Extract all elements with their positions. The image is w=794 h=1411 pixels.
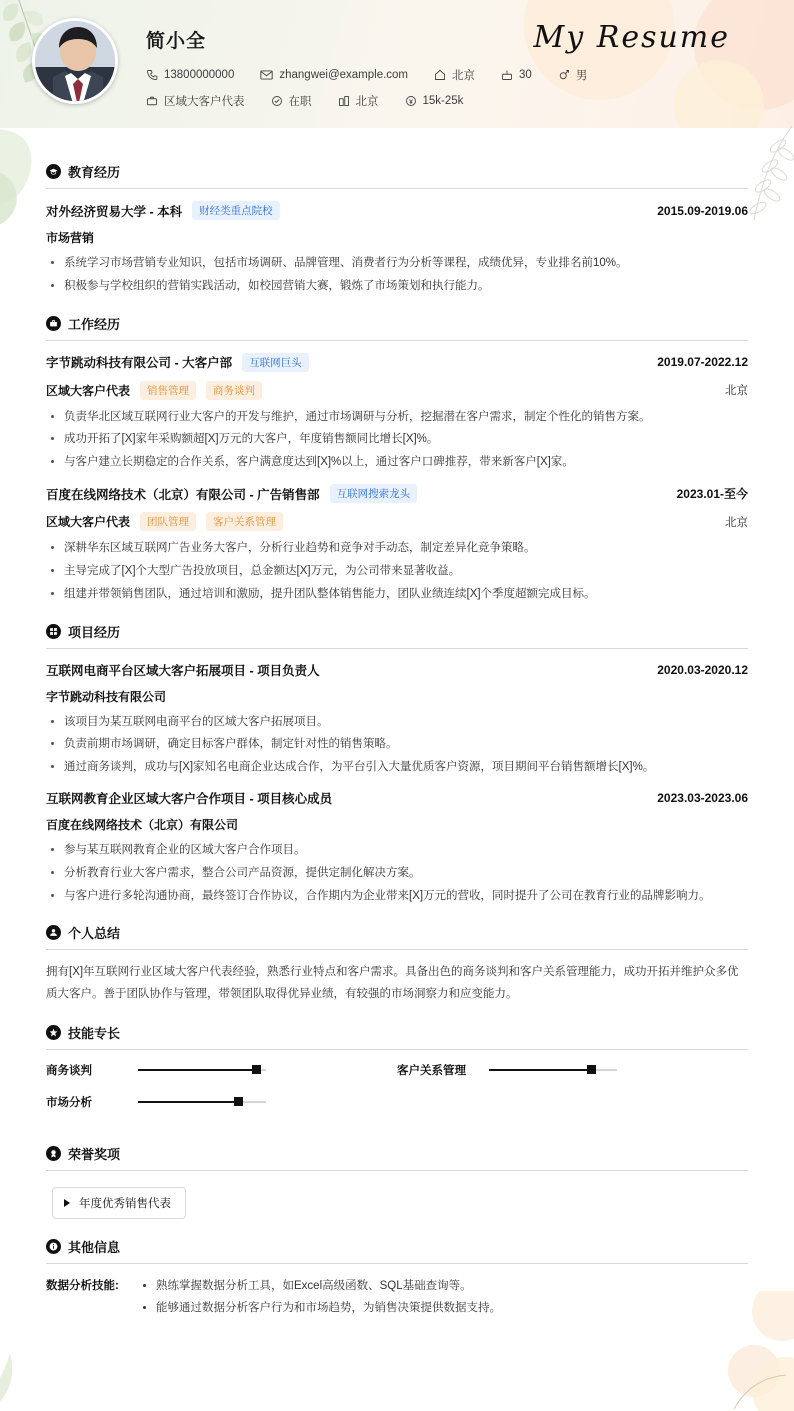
summary-text: 拥有[X]年互联网行业区域大客户代表经验，熟悉行业特点和客户需求。具备出色的商务谈判和客户关系管理能力，成功开拓并维护众多优质大客户。善于团队协作与管理，带领团队取得优异业绩，有较强的市场洞察力和应变能力。 — [46, 966, 739, 1000]
other-bullets — [138, 1276, 501, 1320]
leaf-decoration-bottom-icon — [0, 1331, 70, 1411]
list-item: • 与客户建立长期稳定的合作关系，客户满意度达到[X]%以上，通过客户口碑推荐，带来新客户[X]家。 — [64, 454, 748, 472]
project-date: 2023.03-2023.06 — [657, 790, 748, 805]
work-date: 2023.01-至今 — [676, 487, 748, 502]
avatar — [32, 18, 118, 104]
list-item: • 通过商务谈判，成功与[X]家知名电商企业达成合作，为平台引入大量优质客户资源，项目期间平台销售额增长[X]%。 — [64, 759, 748, 777]
cake-icon — [501, 69, 513, 81]
project-company: 百度在线网络技术（北京）有限公司 — [46, 817, 239, 832]
work-tag: 互联网搜索龙头 — [330, 484, 418, 503]
resume-body — [0, 128, 794, 1320]
slider-fill — [138, 1069, 256, 1071]
work-role-tag: 商务谈判 — [206, 381, 262, 400]
meta-email — [260, 69, 408, 81]
slider-knob[interactable] — [587, 1065, 596, 1074]
section-header-awards — [46, 1144, 748, 1171]
section-other — [46, 1237, 748, 1320]
work-role-tag: 客户关系管理 — [206, 512, 283, 531]
list-item: • 积极参与学校组织的营销实践活动，如校园营销大赛，锻炼了市场策划和执行能力。 — [64, 278, 748, 296]
work-entry — [46, 353, 748, 472]
section-header-summary — [46, 923, 748, 950]
list-item: • 分析教育行业大客户需求，整合公司产品资源，提供定制化解决方案。 — [64, 865, 748, 883]
slider-fill — [489, 1069, 591, 1071]
meta-age-text: 30 — [519, 69, 532, 81]
list-item: • 与客户进行多轮沟通协商，最终签订合作协议，合作期内为企业带来[X]万元的营收，同时提升了公司在教育行业的品牌影响力。 — [64, 888, 748, 906]
meta-status-text: 在职 — [288, 96, 312, 108]
section-projects — [46, 622, 748, 906]
project-title: 互联网教育企业区域大客户合作项目 - 项目核心成员 — [46, 791, 333, 806]
play-triangle-icon — [64, 1199, 70, 1207]
meta-hometown — [434, 67, 475, 83]
phone-icon — [146, 69, 158, 81]
project-icon — [46, 624, 61, 639]
education-date: 2015.09-2019.06 — [657, 203, 748, 218]
slider-knob[interactable] — [252, 1065, 261, 1074]
meta-gender-text: 男 — [575, 70, 588, 82]
award-label: 年度优秀销售代表 — [79, 1197, 171, 1210]
section-title-projects: 项目经历 — [68, 624, 121, 640]
list-item: • 熟练掌握数据分析工具，如Excel高级函数、SQL基础查询等。 — [156, 1276, 501, 1298]
meta-phone — [146, 69, 234, 81]
resume-header — [0, 0, 794, 128]
project-bullets — [46, 714, 748, 777]
education-major: 市场营销 — [46, 231, 95, 245]
meta-email-text: zhangwei@example.com — [279, 69, 409, 81]
list-item: • 参与某互联网教育企业的区域大客户合作项目。 — [64, 842, 748, 860]
award-item[interactable] — [52, 1187, 186, 1219]
work-bullets — [46, 540, 748, 603]
meta-status — [271, 93, 312, 109]
info-icon — [46, 1239, 61, 1254]
section-work — [46, 314, 748, 604]
skill-slider[interactable] — [489, 1063, 617, 1077]
work-company: 百度在线网络技术（北京）有限公司 - 广告销售部 — [46, 487, 320, 502]
education-tag: 财经类重点院校 — [192, 201, 280, 220]
education-school: 对外经济贸易大学 - 本科 — [46, 204, 183, 219]
meta-city — [338, 93, 379, 109]
section-summary — [46, 923, 748, 1005]
list-item: • 深耕华东区域互联网广告业务大客户，分析行业趋势和竞争对手动态，制定差异化竞争策略。 — [64, 540, 748, 558]
work-icon — [46, 316, 61, 331]
meta-position — [146, 93, 245, 109]
list-item: • 主导完成了[X]个大型广告投放项目，总金额达[X]万元，为公司带来显著收益。 — [64, 563, 748, 581]
work-entry — [46, 484, 748, 603]
work-company: 字节跳动科技有限公司 - 大客户部 — [46, 356, 233, 371]
briefcase-icon — [146, 95, 158, 107]
meta-gender — [558, 67, 588, 83]
project-entry — [46, 661, 748, 777]
skill-icon — [46, 1025, 61, 1040]
person-icon — [46, 925, 61, 940]
work-role-tag: 团队管理 — [140, 512, 196, 531]
work-location: 北京 — [725, 385, 748, 398]
skill-slider[interactable] — [138, 1095, 266, 1109]
graduation-icon — [46, 164, 61, 179]
section-header-skills — [46, 1023, 748, 1050]
page-title: 简小全 — [146, 31, 207, 52]
section-title-awards: 荣誉奖项 — [68, 1146, 121, 1162]
project-company: 字节跳动科技有限公司 — [46, 689, 167, 704]
education-bullets — [46, 255, 748, 296]
list-item: • 负责华北区域互联网行业大客户的开发与维护，通过市场调研与分析，挖掘潜在客户需求，制定个性化的销售方案。 — [64, 409, 748, 427]
work-location: 北京 — [725, 516, 748, 529]
skill-item — [397, 1062, 748, 1078]
other-group — [46, 1276, 748, 1320]
meta-age — [501, 69, 532, 81]
section-title-summary: 个人总结 — [68, 926, 121, 942]
section-header-projects — [46, 622, 748, 649]
work-role-tag: 销售管理 — [140, 381, 196, 400]
skill-label: 客户关系管理 — [397, 1064, 466, 1077]
section-education — [46, 162, 748, 296]
skill-label: 商务谈判 — [46, 1064, 92, 1077]
work-bullets — [46, 409, 748, 472]
list-item: • 成功开拓了[X]家年采购额超[X]万元的大客户，年度销售额同比增长[X]%。 — [64, 431, 748, 449]
section-skills — [46, 1023, 748, 1126]
section-title-work: 工作经历 — [68, 316, 121, 332]
contact-meta-row-1 — [146, 67, 587, 83]
award-icon — [46, 1146, 61, 1161]
slider-knob[interactable] — [234, 1097, 243, 1106]
section-title-other: 其他信息 — [68, 1239, 121, 1255]
section-header-other — [46, 1237, 748, 1264]
project-title: 互联网电商平台区域大客户拓展项目 - 项目负责人 — [46, 663, 320, 678]
meta-hometown-text: 北京 — [452, 70, 476, 82]
work-date: 2019.07-2022.12 — [657, 355, 748, 370]
gender-icon — [558, 69, 570, 81]
home-icon — [434, 69, 446, 81]
project-bullets — [46, 842, 748, 905]
skill-label: 市场分析 — [46, 1096, 92, 1109]
list-item: • 能够通过数据分析客户行为和市场趋势，为销售决策提供数据支持。 — [156, 1298, 501, 1320]
skill-item — [46, 1094, 397, 1110]
slider-fill — [138, 1101, 238, 1103]
city-icon — [338, 95, 350, 107]
work-tag: 互联网巨头 — [242, 353, 309, 372]
section-awards — [46, 1144, 748, 1219]
section-header-work — [46, 314, 748, 341]
other-label: 数据分析技能: — [46, 1279, 119, 1292]
meta-city-text: 北京 — [355, 96, 379, 108]
salary-icon — [405, 95, 417, 107]
list-item: • 系统学习市场营销专业知识，包括市场调研、品牌管理、消费者行为分析等课程，成绩优异，专业排名前10%。 — [64, 255, 748, 273]
work-role: 区域大客户代表 — [46, 515, 131, 530]
status-icon — [271, 95, 283, 107]
meta-position-text: 区域大客户代表 — [164, 96, 245, 108]
meta-salary — [405, 95, 464, 107]
list-item: • 负责前期市场调研，确定目标客户群体，制定针对性的销售策略。 — [64, 736, 748, 754]
section-title-skills: 技能专长 — [68, 1025, 121, 1041]
skill-slider[interactable] — [138, 1063, 266, 1077]
section-header-education — [46, 162, 748, 189]
skill-item — [46, 1062, 397, 1078]
mail-icon — [260, 69, 273, 81]
resume-script-title: My Resume — [533, 20, 730, 55]
education-entry — [46, 201, 748, 296]
work-role: 区域大客户代表 — [46, 383, 131, 398]
list-item: • 该项目为某互联网电商平台的区域大客户拓展项目。 — [64, 714, 748, 732]
list-item: • 组建并带领销售团队，通过培训和激励，提升团队整体销售能力，团队业绩连续[X]个季度超额完成目标。 — [64, 586, 748, 604]
section-title-education: 教育经历 — [68, 165, 121, 180]
contact-meta-row-2 — [146, 93, 587, 109]
project-entry — [46, 789, 748, 905]
meta-salary-text: 15k-25k — [422, 95, 464, 107]
project-date: 2020.03-2020.12 — [657, 662, 748, 677]
meta-phone-text: 13800000000 — [164, 69, 235, 81]
